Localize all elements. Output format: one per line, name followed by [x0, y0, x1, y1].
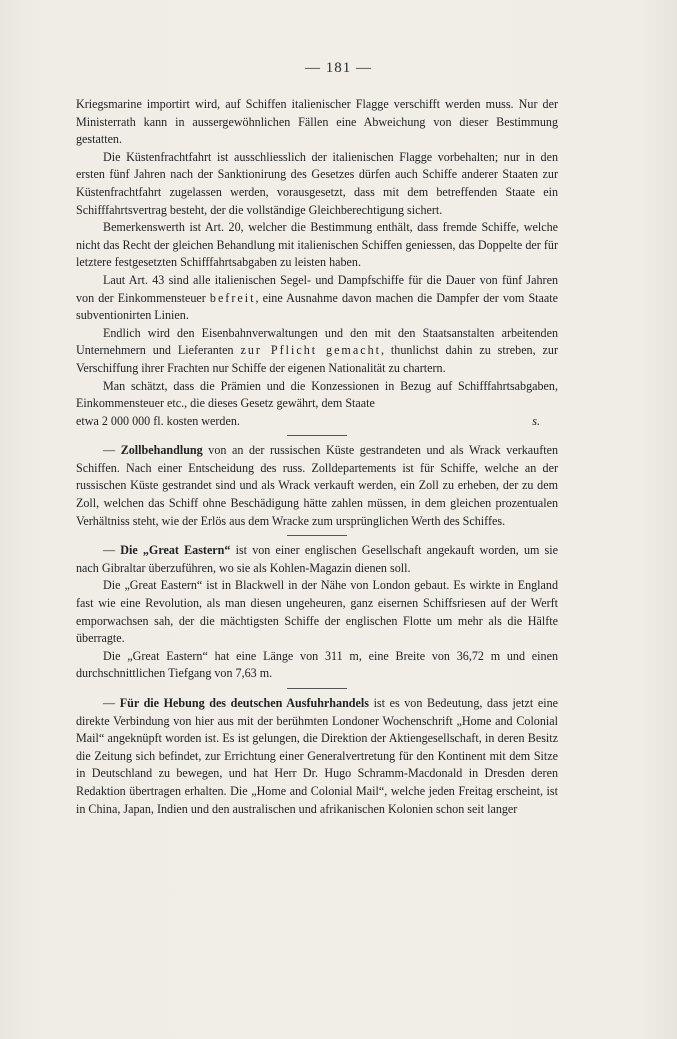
paragraph-text: ist von einer englischen Gesellschaft angekauft worden, um sie nach Gibraltar überzuführen, wo sie als Kohlen-Magazin dienen soll.: [76, 543, 558, 575]
section-divider: [287, 435, 347, 436]
paragraph: [76, 96, 558, 149]
paragraph: [76, 648, 558, 683]
paragraph: [76, 219, 558, 272]
paragraph-text: von an der russischen Küste gestrandeten und als Wrack verkauften Schiffen. Nach einer Entscheidung des russ. Zolldepartements ist für Schiffe, welche an der russischen Küste gestrandet sind und als Wrack verkauft werden, ein Zoll zu erheben, der zu dem Zoll, welchen das Schiff ohne Beschädigung hätte zahlen müssen, in dem gleichen prozentualen Verhältniss steht, wie der Erlös aus dem Wracke zum ursprünglichen Werth des Schiffes.: [76, 443, 559, 528]
paragraph-text: , thunlichst dahin zu streben, zur Verschiffung ihrer Frachten nur Schiffe der eigenen Nationalität zu chartern.: [76, 343, 558, 375]
paragraph-text: —: [103, 696, 120, 710]
paragraph: [76, 149, 558, 219]
section-heading: Zollbehandlung: [120, 443, 203, 458]
paragraph-text: Laut Art. 43 sind alle italienischen Segel- und Dampfschiffe für die Dauer von fünf Jahren von der Einkommensteuer: [76, 272, 558, 305]
paragraph-text: Endlich wird den Eisenbahnverwaltungen und den mit den Staatsanstalten arbeitenden Unternehmern und Lieferanten: [76, 325, 558, 358]
paragraph-text: , eine Ausnahme davon machen die Dampfer der vom Staate subventionirten Linien.: [76, 290, 558, 323]
paragraph: [76, 272, 558, 325]
paragraph-closing-line: [76, 413, 558, 431]
paragraph-text: Kriegsmarine importirt wird, auf Schiffen italienischer Flagge verschifft werden muss. Nur der Ministerrath kann in aussergewöhnlichen Fällen eine Abweichung von dieser Bestimmung gestatten.: [76, 97, 558, 147]
paragraph-text: Die „Great Eastern“ ist in Blackwell in der Nähe von London gebaut. Es wirkte in England fast wie eine Revolution, als man diesen ungeheuren, ganz eisernen Schiffsriesen auf der Werft emporwachsen sah, der die mächtigsten Schiffe der englischen Flotte um mehr als die Hälfte überragte.: [76, 578, 558, 646]
paragraph-text: Die „Great Eastern“ hat eine Länge von 311 m, eine Breite von 36,72 m und einen durchschnittlichen Tiefgang von 7,63 m.: [76, 648, 558, 681]
paragraph: [76, 577, 558, 647]
section-divider: [287, 688, 347, 689]
paragraph-text: ist es von Bedeutung, dass jetzt eine direkte Verbindung von hier aus mit der berühmten Londoner Wochenschrift „Home and Colonial Mail“ angeknüpft worden ist. Es ist gelungen, die Direktion der Aktiengesellschaft, in deren Besitz die Zeitung sich befindet, zur Errichtung einer Generalvertretung für den Kontinent mit dem Sitze in Deutschland zu bewegen, und hat Herr Dr. Hugo Schramm-Macdonald in Dresden deren Redaktion übertragen erhalten. Die „Home and Colonial Mail“, welche jeden Freitag erscheint, ist in China, Japan, Indien und den australischen und afrikanischen Kolonien schon seit langer: [76, 696, 559, 816]
paragraph: [76, 695, 558, 818]
paragraph-text: Man schätzt, dass die Prämien und die Konzessionen in Bezug auf Schifffahrtsabgaben, Einkommensteuer etc., die dieses Gesetz gewährt, dem Staate: [76, 378, 558, 411]
author-initial: s.: [532, 413, 540, 428]
emphasis-text: befreit: [209, 290, 256, 305]
section-heading: Die „Great Eastern“: [120, 543, 231, 558]
section-divider: [287, 535, 347, 536]
page-number: — 181 —: [305, 60, 372, 76]
emphasis-text: zur Pflicht gemacht: [240, 343, 381, 358]
paragraph: [76, 378, 558, 413]
paragraph: [76, 325, 558, 378]
page-body-text: [76, 96, 558, 818]
paragraph-text: Die Küstenfrachtfahrt ist ausschliesslich der italienischen Flagge vorbehalten; nur in den ersten fünf Jahren nach der Sanktionirung des Gesetzes dürfen auch Schiffe anderer Staaten zur Küstenfrachtfahrt zugelassen werden, vorausgesetzt, dass mit dem betreffenden Staate ein Schifffahrtsvertrag besteht, der die vollständige Gleichberechtigung sichert.: [76, 149, 558, 217]
paragraph: [76, 442, 558, 530]
paragraph: [76, 542, 558, 577]
paragraph-text: Bemerkenswerth ist Art. 20, welcher die Bestimmung enthält, dass fremde Schiffe, welche nicht das Recht der gleichen Behandlung mit italienischen Schiffen geniessen, das Doppelte der für letztere festgesetzten Schifffahrtsabgaben zu leisten haben.: [76, 220, 558, 270]
paragraph-text: —: [103, 543, 121, 558]
paragraph-text: —: [103, 443, 121, 458]
section-heading: Für die Hebung des deutschen Ausfuhrhandels: [119, 696, 369, 710]
closing-text: etwa 2 000 000 fl. kosten werden.: [76, 413, 240, 428]
